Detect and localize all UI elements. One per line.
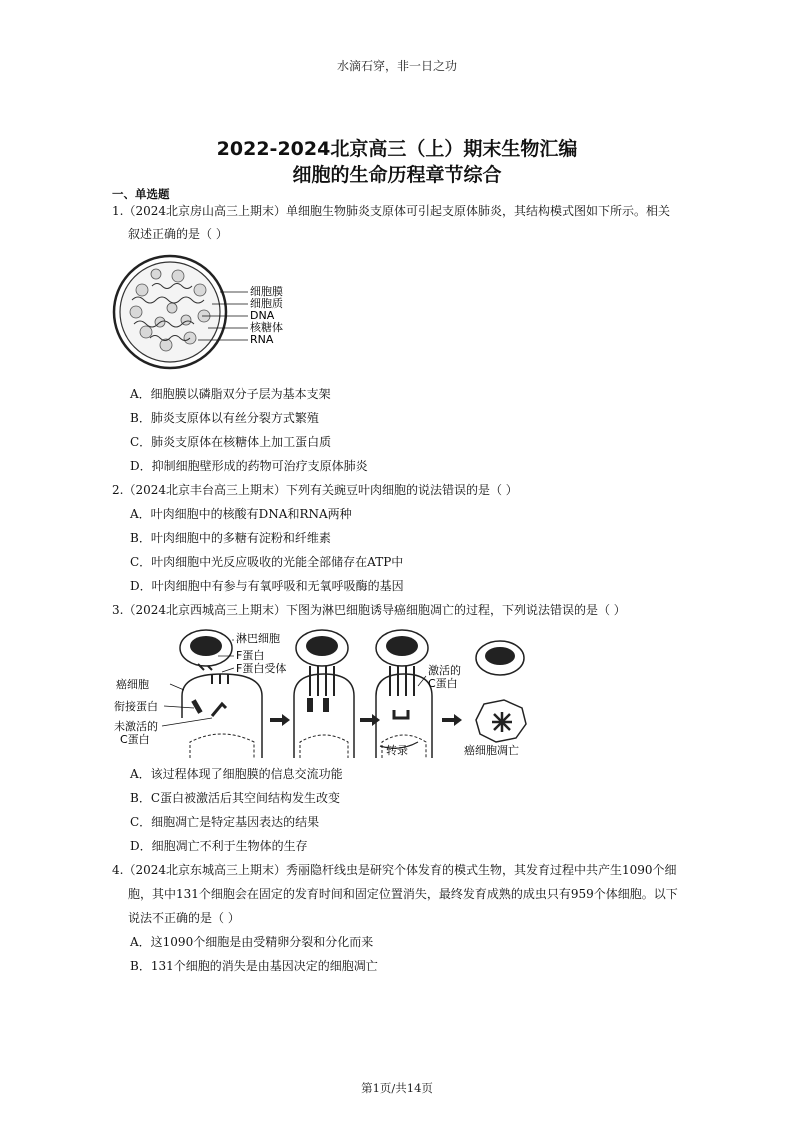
stage-1	[114, 630, 286, 758]
cancer-cell-outline-1	[182, 674, 262, 758]
question-3-stem: 3.（2024北京西城高三上期末）下图为淋巴细胞诱导癌细胞凋亡的过程，下列说法错误的是（ ）	[112, 603, 626, 617]
stage-3	[376, 630, 461, 758]
active-c-protein	[394, 710, 408, 718]
label-active-c-1: 激活的	[428, 664, 461, 677]
arrow-3	[442, 714, 462, 726]
question-1-option-b: B．肺炎支原体以有丝分裂方式繁殖	[130, 411, 319, 425]
arrow-1	[270, 714, 290, 726]
label-adaptor: 衔接蛋白	[114, 700, 158, 713]
label-inactive-c-1: 未激活的	[114, 720, 158, 733]
question-4-option-b: B．131个细胞的消失是由基因决定的细胞凋亡	[130, 959, 378, 973]
label-f-receptor: F蛋白受体	[236, 662, 287, 675]
question-3-option-b: B．C蛋白被激活后其空间结构发生改变	[130, 791, 341, 805]
question-1-option-c: C．肺炎支原体在核糖体上加工蛋白质	[130, 435, 332, 449]
question-1-stem-cont: 叙述正确的是（ ）	[128, 227, 228, 241]
stage-4	[464, 641, 526, 757]
question-2-option-c: C．叶肉细胞中光反应吸收的光能全部储存在ATP中	[130, 555, 404, 569]
question-3-option-c: C．细胞凋亡是特定基因表达的结果	[130, 815, 320, 829]
label-cell-membrane: 细胞膜	[250, 285, 283, 298]
label-lymphocyte: 淋巴细胞	[236, 632, 280, 645]
label-active-c-2: C蛋白	[428, 677, 458, 690]
question-1-stem: 1.（2024北京房山高三上期末）单细胞生物肺炎支原体可引起支原体肺炎，其结构模式图如下所示。相关	[112, 204, 670, 218]
adaptor-protein-1	[191, 699, 202, 714]
question-4-stem-cont-2: 说法不正确的是（ ）	[128, 911, 240, 925]
label-inactive-c-2: C蛋白	[120, 733, 150, 746]
nucleus-boundary-1	[190, 734, 254, 758]
document-title: 2022-2024北京高三（上）期末生物汇编	[216, 138, 578, 160]
mycoplasma-structure-figure	[112, 250, 312, 378]
fragmented-nucleus	[492, 712, 512, 732]
label-ribosome: 核糖体	[250, 321, 283, 334]
page-header-motto: 水滴石穿，非一日之功	[336, 59, 457, 73]
question-1-option-d: D．抑制细胞壁形成的药物可治疗支原体肺炎	[130, 459, 368, 473]
question-3-option-d: D．细胞凋亡不利于生物体的生存	[130, 839, 308, 853]
arrow-2	[360, 714, 380, 726]
question-2-option-d: D．叶肉细胞中有参与有氧呼吸和无氧呼吸酶的基因	[130, 579, 404, 593]
label-cancer-cell: 癌细胞	[116, 678, 149, 691]
document-subtitle: 细胞的生命历程章节综合	[292, 164, 502, 186]
question-3-option-a: A．该过程体现了细胞膜的信息交流功能	[130, 767, 343, 781]
question-2-option-b: B．叶肉细胞中的多糖有淀粉和纤维素	[130, 531, 331, 545]
label-apoptosis: 癌细胞凋亡	[464, 744, 519, 757]
stage-2	[294, 630, 354, 758]
section-heading: 一、单选题	[112, 187, 170, 201]
label-f-protein: F蛋白	[236, 649, 265, 662]
page-footer: 第1页/共14页	[361, 1081, 433, 1095]
inactive-c-protein-1	[212, 704, 226, 716]
label-rna: RNA	[250, 333, 274, 346]
label-cytoplasm: 细胞质	[250, 297, 283, 310]
apoptosis-process-figure	[112, 626, 542, 758]
question-4-stem: 4.（2024北京东城高三上期末）秀丽隐杆线虫是研究个体发育的模式生物，其发育过程中共产生1090个细	[112, 863, 677, 877]
question-2-stem: 2.（2024北京丰台高三上期末）下列有关豌豆叶肉细胞的说法错误的是（ ）	[112, 483, 518, 497]
lymphocyte-nucleus-1	[190, 636, 222, 656]
f-receptors-1	[212, 674, 228, 684]
question-4-stem-cont-1: 胞，其中131个细胞会在固定的发育时间和固定位置消失，最终发育成熟的成虫只有959个体细胞。以下	[128, 887, 678, 901]
question-4-option-a: A．这1090个细胞是由受精卵分裂和分化而来	[130, 935, 374, 949]
label-transcription: 转录	[386, 744, 408, 757]
question-1-option-a: A．细胞膜以磷脂双分子层为基本支架	[130, 387, 331, 401]
question-2-option-a: A．叶肉细胞中的核酸有DNA和RNA两种	[130, 507, 352, 521]
label-dna: DNA	[250, 309, 275, 322]
